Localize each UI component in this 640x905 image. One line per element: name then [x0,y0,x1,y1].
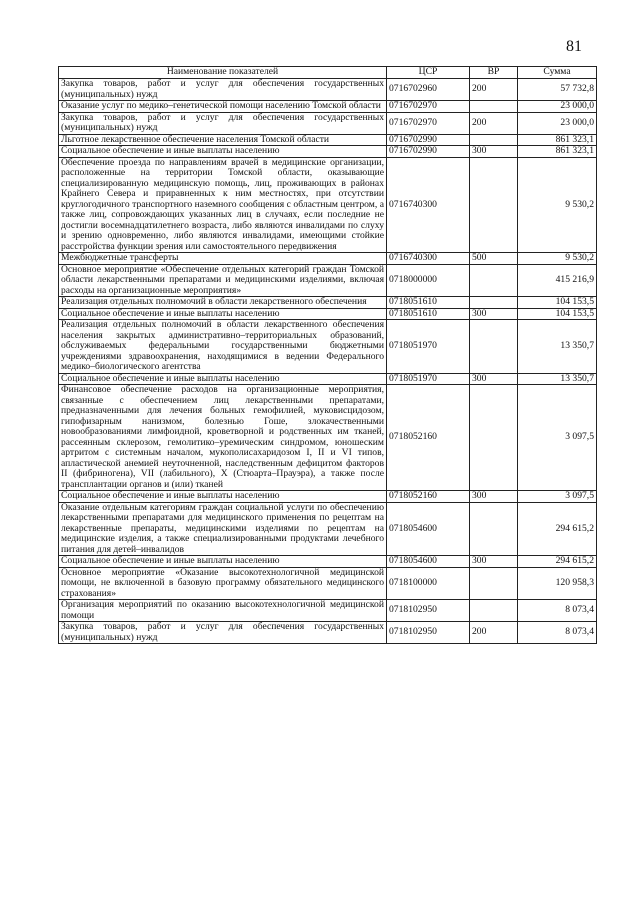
row-sum-cell: 120 958,3 [518,567,597,600]
table-row [59,297,597,309]
row-name-cell: Закупка товаров, работ и услуг для обеспечения государственных (муниципальных) нужд [59,112,387,134]
page-number: 81 [566,38,582,55]
header-name: Наименование показателей [59,67,387,79]
row-name-cell: Льготное лекарственное обеспечение населения Томской области [59,134,387,146]
row-csr-cell: 0716702990 [387,146,470,158]
row-sum-cell: 9 530,2 [518,253,597,265]
row-sum-cell: 8 073,4 [518,600,597,622]
table-row [59,502,597,556]
row-csr-cell: 0718052160 [387,491,470,503]
header-vr: ВР [470,67,518,79]
row-vr-cell: 300 [470,556,518,568]
row-name-cell: Реализация отдельных полномочий в области лекарственного обеспечения [59,297,387,309]
row-sum-cell: 415 216,9 [518,264,597,297]
row-name-cell: Социальное обеспечение и иные выплаты населению [59,308,387,320]
row-sum-cell: 861 323,1 [518,146,597,158]
row-vr-cell [470,320,518,374]
row-vr-cell: 200 [470,622,518,644]
row-sum-cell: 294 615,2 [518,556,597,568]
row-sum-cell: 104 153,5 [518,297,597,309]
row-vr-cell [470,264,518,297]
row-sum-cell: 23 000,0 [518,101,597,113]
row-name-cell: Основное мероприятие «Оказание высокотехнологичной медицинской помощи, не включенной в базовую программу обязательного медицинского страхования» [59,567,387,600]
row-vr-cell [470,101,518,113]
table-row [59,567,597,600]
row-csr-cell: 0718051970 [387,320,470,374]
table-row [59,308,597,320]
row-name-cell: Социальное обеспечение и иные выплаты населению [59,491,387,503]
row-csr-cell: 0718054600 [387,502,470,556]
row-csr-cell: 0716702970 [387,112,470,134]
row-csr-cell: 0716702990 [387,134,470,146]
row-csr-cell: 0718051970 [387,373,470,385]
row-vr-cell [470,567,518,600]
row-vr-cell: 300 [470,308,518,320]
row-csr-cell: 0716702960 [387,79,470,101]
row-name-cell: Основное мероприятие «Обеспечение отдельных категорий граждан Томской области лекарственными препаратами и медицинскими изделиями, включая расходы на организационные мероприятия» [59,264,387,297]
table-row [59,264,597,297]
row-csr-cell: 0718102950 [387,600,470,622]
row-name-cell: Закупка товаров, работ и услуг для обеспечения государственных (муниципальных) нужд [59,622,387,644]
row-csr-cell: 0718051610 [387,297,470,309]
row-sum-cell: 23 000,0 [518,112,597,134]
row-vr-cell: 300 [470,373,518,385]
row-sum-cell: 8 073,4 [518,622,597,644]
row-vr-cell [470,385,518,491]
row-csr-cell: 0718100000 [387,567,470,600]
row-sum-cell: 104 153,5 [518,308,597,320]
row-sum-cell: 57 732,8 [518,79,597,101]
row-vr-cell: 300 [470,146,518,158]
row-name-cell: Социальное обеспечение и иные выплаты населению [59,146,387,158]
row-csr-cell: 0716702970 [387,101,470,113]
row-vr-cell [470,134,518,146]
row-sum-cell: 294 615,2 [518,502,597,556]
header-sum: Сумма [518,67,597,79]
row-name-cell: Социальное обеспечение и иные выплаты населению [59,556,387,568]
row-csr-cell: 0718051610 [387,308,470,320]
row-csr-cell: 0718054600 [387,556,470,568]
row-name-cell: Финансовое обеспечение расходов на организационные мероприятия, связанные с обеспечением лиц лекарственными препаратами, предназначенными для лечения больных гемофилией, муковисцидозом, гипофизарным нанизмом, болезнью Гоше, злокачественными новообразованиями лимфоидной, кроветворной и родственных им тканей, рассеянным склерозом, гемолитико–уремическим синдромом, юношеским артритом с системным началом, мукополисахаридозом I, II и VI типов, апластической анемией неуточненной, наследственным дефицитом факторов II (фибриногена), VII (лабильного), X (Стюарта–Прауэра), а также после трансплантации органов и (или) тканей [59,385,387,491]
row-vr-cell [470,502,518,556]
row-csr-cell: 0718102950 [387,622,470,644]
row-vr-cell: 200 [470,112,518,134]
row-vr-cell [470,297,518,309]
table-row [59,134,597,146]
table-row [59,79,597,101]
table-row [59,491,597,503]
row-sum-cell: 861 323,1 [518,134,597,146]
row-name-cell: Обеспечение проезда по направлениям врачей в медицинские организации, расположенные на территории Томской области, оказывающие специализированную медицинскую помощь, лиц, проживающих в районах Крайнего Севера и приравненных к ним местностях, при отсутствии круглогодичного транспортного наземного сообщения с областным центром, а также лиц, сопровождающих указанных лиц в случаях, если последние не достигли восемнадцатилетнего возраста, либо являются инвалидами по слуху и зрению одновременно, либо являются инвалидами, имеющими стойкие расстройства функции зрения или самостоятельного передвижения [59,157,387,253]
row-sum-cell: 9 530,2 [518,157,597,253]
table-row [59,157,597,253]
row-name-cell: Межбюджетные трансферты [59,253,387,265]
table-row [59,112,597,134]
row-name-cell: Реализация отдельных полномочий в области лекарственного обеспечения населения закрытых административно–территориальных образований, обслуживаемых федеральными государственными бюджетными учреждениями здравоохранения, находящимися в ведении Федерального медико–биологического агентства [59,320,387,374]
row-name-cell: Закупка товаров, работ и услуг для обеспечения государственных (муниципальных) нужд [59,79,387,101]
table-row [59,320,597,374]
row-csr-cell: 0718000000 [387,264,470,297]
table-header-row [59,67,597,79]
header-csr: ЦСР [387,67,470,79]
row-csr-cell: 0716740300 [387,253,470,265]
row-name-cell: Социальное обеспечение и иные выплаты населению [59,373,387,385]
row-name-cell: Оказание отдельным категориям граждан социальной услуги по обеспечению лекарственными препаратами для медицинского применения по рецептам на лекарственные препараты, медицинскими изделиями по рецептам на медицинские изделия, а также специализированными продуктами лечебного питания для детей–инвалидов [59,502,387,556]
row-csr-cell: 0718052160 [387,385,470,491]
row-sum-cell: 3 097,5 [518,385,597,491]
table-row [59,622,597,644]
table-row [59,600,597,622]
budget-table [58,66,597,644]
row-vr-cell [470,600,518,622]
table-row [59,385,597,491]
table-row [59,253,597,265]
row-csr-cell: 0716740300 [387,157,470,253]
table-row [59,146,597,158]
row-vr-cell [470,157,518,253]
row-sum-cell: 13 350,7 [518,320,597,374]
row-vr-cell: 200 [470,79,518,101]
row-sum-cell: 3 097,5 [518,491,597,503]
row-name-cell: Оказание услуг по медико–генетической помощи населению Томской области [59,101,387,113]
table-row [59,556,597,568]
table-row [59,101,597,113]
row-name-cell: Организация мероприятий по оказанию высокотехнологичной медицинской помощи [59,600,387,622]
table-row [59,373,597,385]
row-sum-cell: 13 350,7 [518,373,597,385]
row-vr-cell: 300 [470,491,518,503]
row-vr-cell: 500 [470,253,518,265]
